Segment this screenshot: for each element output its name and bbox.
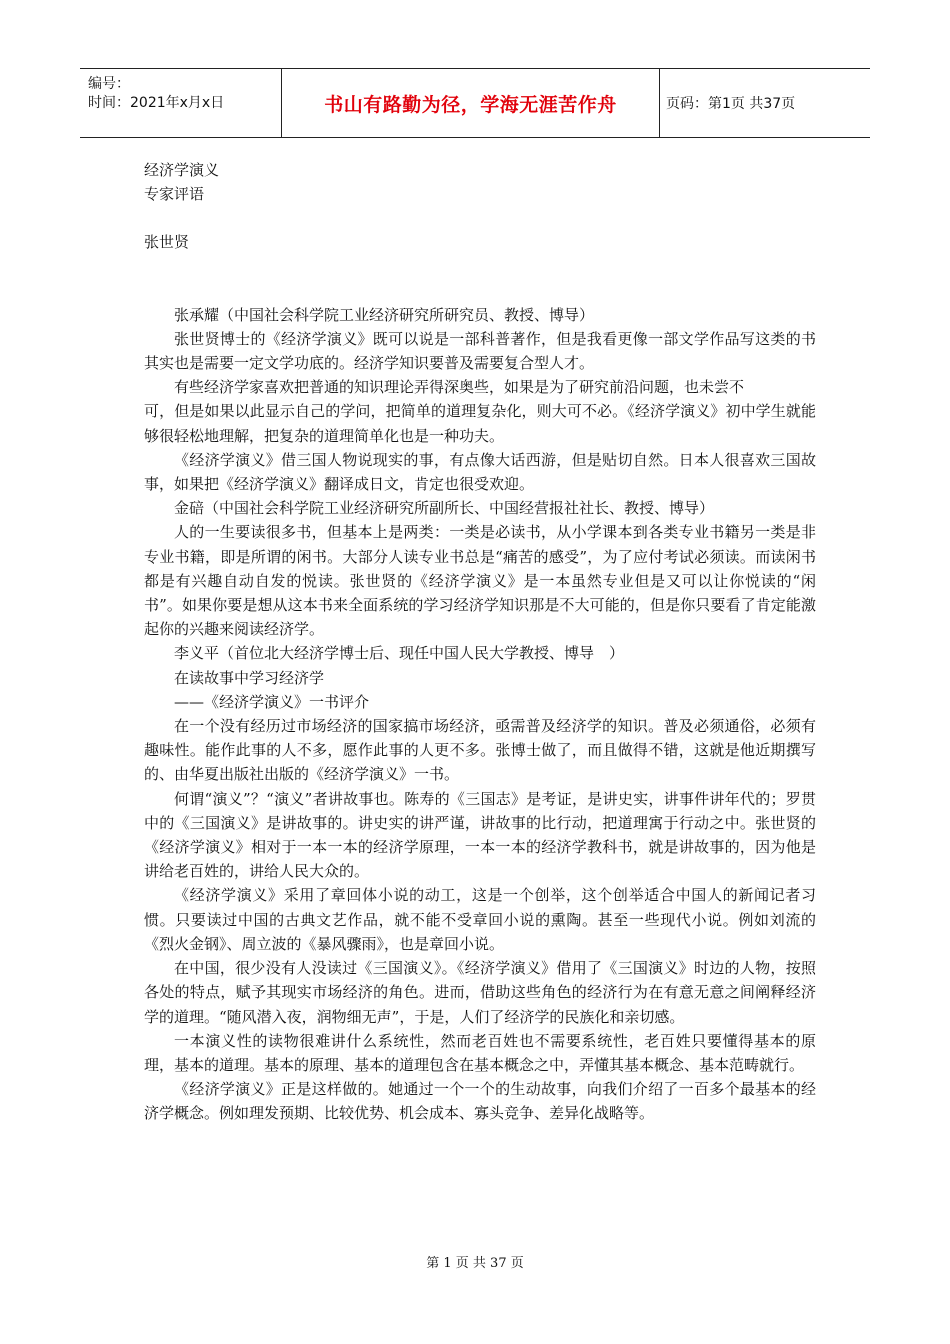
header-meta [80, 69, 280, 137]
reviewer-name: 李义平（首位北大经济学博士后、现任中国人民大学教授、博导 ） [174, 644, 625, 663]
paragraph: 一本演义性的读物很难讲什么系统性，然而老百姓也不需要系统性，老百姓只要懂得基本的原理，基本的道理。基本的原理、基本的道理包含在基本概念之中，弄懂其基本概念、基本范畴就行。 [144, 1031, 816, 1074]
paragraph: 可，但是如果以此显示自己的学问，把简单的道理复杂化，则大可不必。《经济学演义》初中学生就能够很轻松地理解，把复杂的道理简单化也是一种功夫。 [144, 402, 816, 445]
reviewer-name: 金碚（中国社会科学院工业经济研究所副所长、中国经营报社社长、教授、博导） [174, 499, 715, 518]
paragraph: 在一个没有经历过市场经济的国家搞市场经济，亟需普及经济学的知识。普及必须通俗，必须有趣味性。能作此事的人不多，愿作此事的人更不多。张博士做了，而且做得不错，这就是他近期撰写的、由华夏出版社出版的《经济学演义》一书。 [144, 717, 816, 784]
document-body [144, 158, 816, 1126]
paragraph: 在中国，很少没有人没读过《三国演义》。《经济学演义》借用了《三国演义》时边的人物，按照各处的特点，赋予其现实市场经济的角色。进而，借助这些角色的经济行为在有意无意之间阐释经济学的道理。“随风潜入夜，润物细无声”，于是，人们了经济学的民族化和亲切感。 [144, 959, 816, 1026]
page-header [80, 68, 870, 138]
paragraph: 何谓“演义”？“演义”者讲故事也。陈寿的《三国志》是考证，是讲史实，讲事件讲年代的；罗贯中的《三国演义》是讲故事的。讲史实的讲严谨，讲故事的比行动，把道理寓于行动之中。张世贤的《经济学演义》相对于一本一本的经济学原理，一本一本的经济学教科书，就是讲故事的，因为他是讲给老百姓的，讲给人民大众的。 [144, 789, 816, 881]
header-motto-cell [281, 69, 660, 137]
doc-subtitle: 专家评语 [144, 185, 205, 204]
date-label: 时间：2021年x月x日 [88, 95, 225, 111]
review-title: 在读故事中学习经济学 [174, 668, 325, 687]
page-footer: 第 1 页 共 37 页 [426, 1256, 524, 1271]
doc-title: 经济学演义 [144, 161, 220, 179]
number-label: 编号： [88, 76, 130, 92]
paragraph: 人的一生要读很多书，但基本上是两类：一类是必读书，从小学课本到各类专业书籍另一类是非专业书籍，即是所谓的闲书。大部分人读专业书总是“痛苦的感受”，为了应付考试必须读。而读闲书都是有兴趣自动自发的悦读。张世贤的《经济学演义》是一本虽然专业但是又可以让你悦读的“闲书”。如果你要是想从这本书来全面系统的学习经济学知识那是不大可能的，但是你只要看了肯定能激起你的兴趣来阅读经济学。 [144, 523, 816, 639]
paragraph: 《经济学演义》借三国人物说现实的事，有点像大话西游，但是贴切自然。日本人很喜欢三国故事，如果把《经济学演义》翻译成日文，肯定也很受欢迎。 [144, 450, 816, 494]
reviewer-name: 张承耀（中国社会科学院工业经济研究所研究员、教授、博导） [174, 305, 595, 324]
doc-author: 张世贤 [144, 233, 190, 252]
paragraph: 张世贤博士的《经济学演义》既可以说是一部科普著作，但是我看更像一部文学作品写这类的书其实也是需要一定文学功底的。经济学知识要普及需要复合型人才。 [144, 329, 816, 373]
paragraph: 有些经济学家喜欢把普通的知识理论弄得深奥些，如果是为了研究前沿问题，也未尝不 [174, 378, 745, 397]
paragraph: 《经济学演义》正是这样做的。她通过一个一个的生动故事，向我们介绍了一百多个最基本的经济学概念。例如理发预期、比较优势、机会成本、寡头竞争、差异化战略等。 [144, 1080, 816, 1123]
header-page-label: 页码：第1页 共37页 [666, 96, 796, 112]
review-subtitle: ——《经济学演义》一书评介 [174, 692, 370, 711]
paragraph: 《经济学演义》采用了章回体小说的动工，这是一个创举，这个创举适合中国人的新闻记者习惯。只要读过中国的古典文艺作品，就不能不受章回小说的熏陶。甚至一些现代小说。例如刘流的《烈火金钢》、周立波的《暴风骤雨》，也是章回小说。 [144, 886, 816, 953]
header-motto: 书山有路勤为径，学海无涯苦作舟 [324, 93, 617, 116]
